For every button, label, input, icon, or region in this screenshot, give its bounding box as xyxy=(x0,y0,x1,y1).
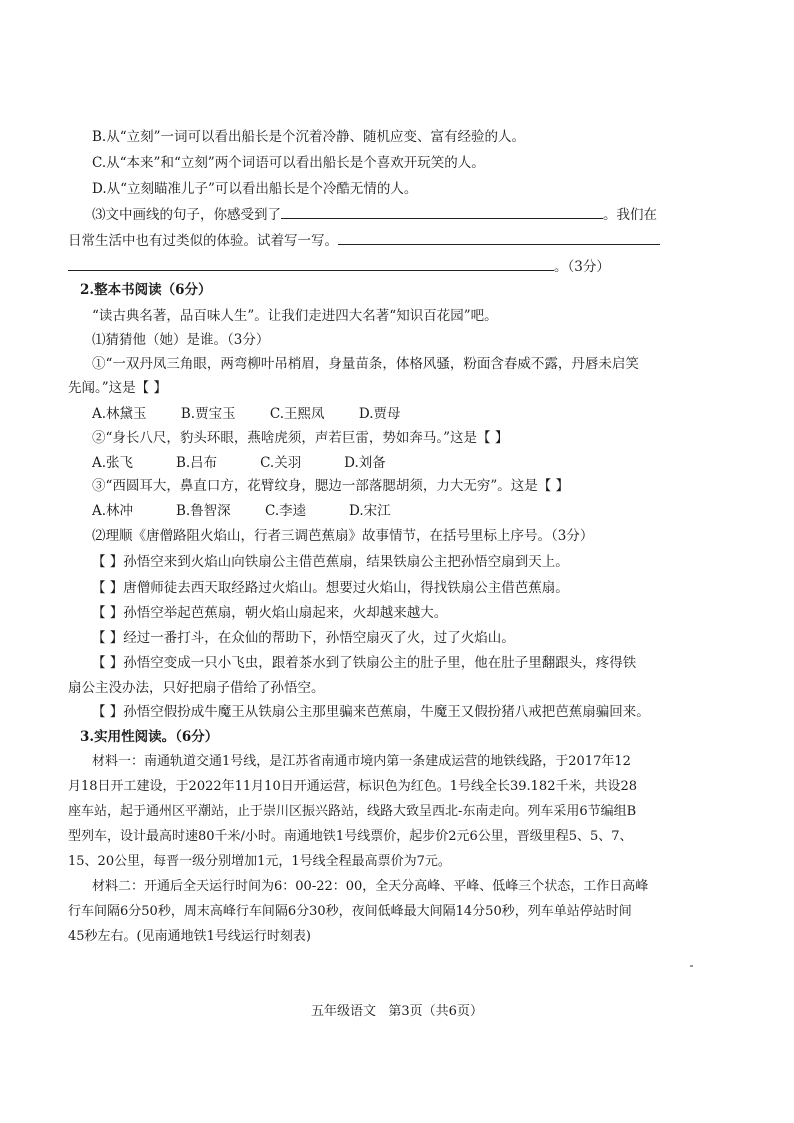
section-3-title: 3.实用性阅读。（6分） xyxy=(80,729,219,745)
material-2-line1: 材料二：开通后全天运行时间为6：00-22：00，全天分高峰、平峰、低峰三个状态，工作日高峰 xyxy=(92,879,649,894)
question-1-3-score: 。（3分） xyxy=(554,259,610,275)
item-2-options: A.张飞 B.吕布 C.关羽 D.刘备 xyxy=(92,455,386,471)
section-2-intro: “读古典名著，品百味人生”。让我们走进四大名著“知识百花园”吧。 xyxy=(92,308,498,324)
question-1-3-line3 xyxy=(68,255,688,277)
answer-blank-experience-1[interactable] xyxy=(338,229,660,245)
option-c: C.从“本来”和“立刻”两个词语可以看出船长是个喜欢开玩笑的人。 xyxy=(92,155,485,171)
plot-step-6: 【 】孙悟空假扮成牛魔王从铁扇公主那里骗来芭蕉扇，牛魔王又假扮猪八戒把芭蕉扇骗回来。 xyxy=(92,704,650,720)
question-1-3-instruction: 日常生活中也有过类似的体验。试着写一写。 xyxy=(68,233,338,249)
material-2-line3: 45秒左右。(见南通地铁1号线运行时刻表) xyxy=(68,929,311,944)
question-1-3-prompt-cont: 。我们在 xyxy=(603,207,657,223)
option-b: B.从“立刻”一词可以看出船长是个沉着冷静、随机应变、富有经验的人。 xyxy=(92,129,526,145)
item-3-line: ③“西圆耳大，鼻直口方，花臂纹身，腮边一部落腮胡须，力大无穷”。这是【 】 xyxy=(92,478,570,494)
item-3-options: A.林冲 B.鲁智深 C.李逵 D.宋江 xyxy=(92,503,391,519)
answer-blank-feeling[interactable] xyxy=(281,203,603,219)
option-d: D.从“立刻瞄准儿子”可以看出船长是个冷酷无情的人。 xyxy=(92,181,418,197)
section-2-title: 2.整本书阅读（6分） xyxy=(80,282,212,298)
scan-speck xyxy=(690,965,693,967)
item-1-options: A.林黛玉 B.贾宝玉 C.王熙凤 D.贾母 xyxy=(92,406,401,422)
page-footer: 五年级语文 第3页（共6页） xyxy=(311,1004,483,1019)
plot-step-5-line2: 扇公主没办法，只好把扇子借给了孙悟空。 xyxy=(68,680,325,696)
material-1-line5: 15、20公里，每晋一级分别增加1元，1号线全程最高票价为7元。 xyxy=(68,854,451,869)
material-1-line3: 座车站，起于通州区平潮站，止于崇川区振兴路站，线路大致呈西北-东南走向。列车采用6节编组B xyxy=(68,804,637,819)
plot-step-3: 【 】孙悟空举起芭蕉扇，朝火焰山扇起来，火却越来越大。 xyxy=(92,605,448,621)
material-1-line2: 月18日开工建设，于2022年11月10日开通运营，标识色为红色。1号线全长39.182千米，共设28 xyxy=(68,779,638,794)
item-2-line: ②“身长八尺，豹头环眼，燕啥虎须，声若巨雷，势如奔马。”这是【 】 xyxy=(92,430,509,446)
section-2-sub1: ⑴猜猜他（她）是谁。（3分） xyxy=(92,332,270,348)
answer-blank-experience-2[interactable] xyxy=(68,255,554,271)
plot-step-5-line1: 【 】孙悟空变成一只小飞虫，跟着茶水到了铁扇公主的肚子里，他在肚子里翻跟头，疼得铁 xyxy=(92,655,637,671)
material-1-line4: 型列车，设计最高时速80千米/小时。南通地铁1号线票价，起步价2元6公里，晋级里程5、5、7、 xyxy=(68,829,633,844)
plot-step-4: 【 】经过一番打斗，在众仙的帮助下，孙悟空扇灭了火，过了火焰山。 xyxy=(92,630,515,646)
question-1-3-prompt: ⑶文中画线的句子，你感受到了 xyxy=(92,207,281,223)
plot-step-1: 【 】孙悟空来到火焰山向铁扇公主借芭蕉扇，结果铁扇公主把孙悟空扇到天上。 xyxy=(92,554,569,570)
material-1-line1: 材料一：南通轨道交通1号线，是江苏省南通市境内第一条建成运营的地铁线路，于2017年12 xyxy=(92,754,631,769)
material-2-line2: 行车间隔6分50秒，周末高峰行车间隔6分30秒，夜间低峰最大间隔14分50秒，列车单站停站时间 xyxy=(68,904,632,919)
question-1-3-line2 xyxy=(68,229,688,251)
item-1-line1: ①“一双丹凤三角眼，两弯柳叶吊梢眉，身量苗条，体格风骚，粉面含春威不露，丹唇未启笑 xyxy=(92,356,639,372)
plot-step-2: 【 】唐僧师徒去西天取经路过火焰山。想要过火焰山，得找铁扇公主借芭蕉扇。 xyxy=(92,580,569,596)
item-1-line2: 先闻。”这是【 】 xyxy=(68,380,167,396)
section-2-sub2: ⑵理顺《唐僧路阻火焰山，行者三调芭蕉扇》故事情节，在括号里标上序号。（3分） xyxy=(92,528,594,544)
question-1-3-line1 xyxy=(92,203,692,225)
